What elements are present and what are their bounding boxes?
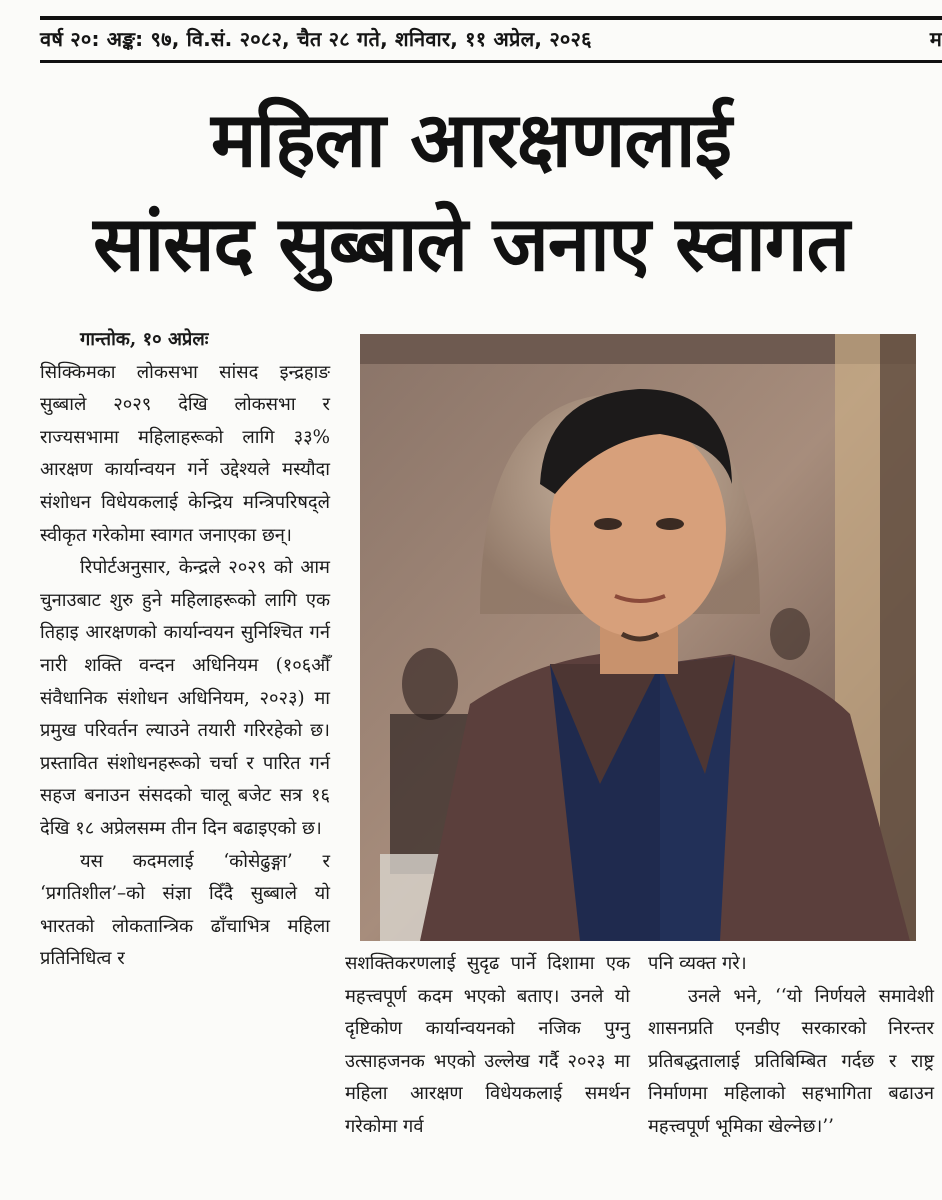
portrait-illustration xyxy=(360,334,916,941)
headline-line-1: महिला आरक्षणलाई xyxy=(211,95,731,184)
issue-dateline xyxy=(40,22,942,56)
article-column-3 xyxy=(648,948,934,1144)
dateline-rule xyxy=(40,60,942,63)
paragraph-4: सशक्तिकरणलाई सुदृढ पार्ने दिशामा एक महत्त्वपूर्ण कदम भएको बताए। उनले यो दृष्टिकोण कार्यान्वयनको नजिक पुग्नु उत्साहजनक भएको उल्लेख गर्दै २०२३ मा महिला आरक्षण विधेयकलाई समर्थन गरेकोमा गर्व xyxy=(345,953,630,1137)
paragraph-1: सिक्किमका लोकसभा सांसद इन्द्रहाङ सुब्बाले २०२९ देखि लोकसभा र राज्यसभामा महिलाहरूको लागि ३३% आरक्षण कार्यान्वयन गर्ने उद्देश्यले मस्यौदा संशोधन विधेयकलाई केन्द्रिय मन्त्रिपरिषद्ले स्वीकृत गरेकोमा स्वागत जनाएका छन्। xyxy=(40,361,330,546)
paragraph-3: यस कदमलाई ‘कोसेढुङ्गा’ र ‘प्रगतिशील’–को संज्ञा दिँदै सुब्बाले यो भारतको लोकतान्त्रिक ढाँचाभित्र महिला प्रतिनिधित्व र xyxy=(40,850,330,970)
top-rule xyxy=(40,16,942,20)
article-column-1 xyxy=(40,324,330,976)
article-column-2 xyxy=(345,948,630,1144)
byline: गान्तोक, १० अप्रेलः xyxy=(80,329,209,350)
dateline-edge-char: म xyxy=(929,27,942,51)
paragraph-2: रिपोर्टअनुसार, केन्द्रले २०२९ को आम चुनाउबाट शुरु हुने महिलाहरूको लागि एक तिहाइ आरक्षणको कार्यान्वयन सुनिश्चित गर्न नारी शक्ति वन्दन अधिनियम (१०६औँ संवैधानिक संशोधन अधिनियम, २०२३) मा प्रमुख परिवर्तन ल्याउने तयारी गरिरहेको छ। प्रस्तावित संशोधनहरूको चर्चा र पारित गर्न सहज बनाउन संसदको चालू बजेट सत्र १६ देखि १८ अप्रेलसम्म तीन दिन बढाइएको छ। xyxy=(40,557,330,839)
paragraph-6: उनले भने, ‘‘यो निर्णयले समावेशी शासनप्रति एनडीए सरकारको निरन्तर प्रतिबद्धतालाई प्रतिबिम्बित गर्दछ र राष्ट्र निर्माणमा महिलाको सहभागिता बढाउन महत्त्वपूर्ण भूमिका खेल्नेछ।’’ xyxy=(648,985,934,1137)
paragraph-5: पनि व्यक्त गरे। xyxy=(648,953,747,974)
dateline-text: वर्ष २०: अङ्क: ९७, वि.सं. २०८२, चैत २८ गते, शनिवार, ११ अप्रेल, २०२६ xyxy=(40,27,592,51)
mp-portrait-photo xyxy=(360,334,916,941)
headline-line-2: सांसद सुब्बाले जनाए स्वागत xyxy=(93,199,849,288)
